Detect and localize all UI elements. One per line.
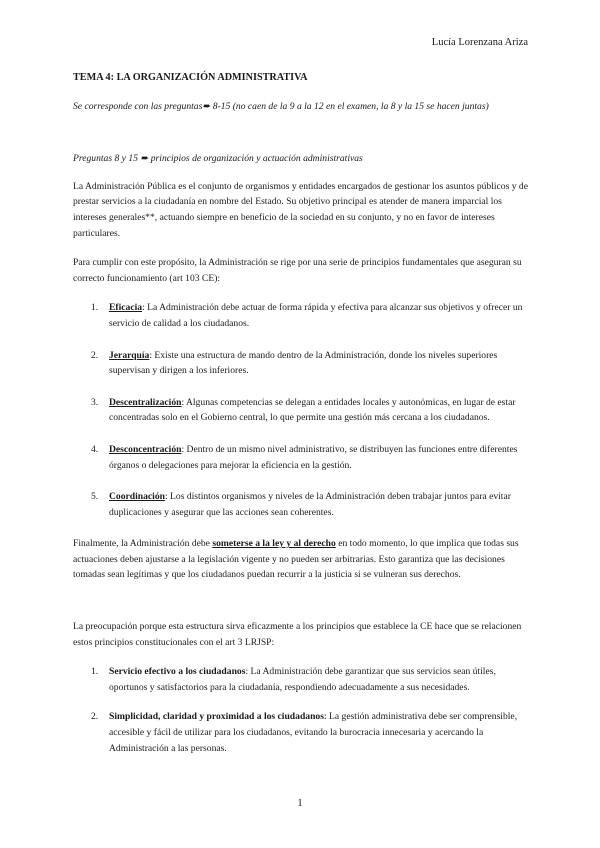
author-name: Lucía Lorenzana Ariza (431, 37, 528, 48)
paragraph-lrjsp-intro: La preocupación porque esta estructura sirva eficazmente a los principios que establece la CE hace que se relacionen estos principios constitucionales con el art 3 LRJSP: (73, 621, 522, 648)
list-item (73, 395, 529, 426)
list-item (73, 709, 529, 756)
principle-term: Servicio efectivo a los ciudadanos (109, 666, 246, 678)
principle-text: : Existe una estructura de mando dentro de la Administración, donde los niveles superiores supervisan y dirigen a los inferiores. (109, 349, 498, 377)
list-number: 4. (91, 443, 99, 455)
principle-text: : Los distintos organismos y niveles de la Administración deben trabajar juntos para evitar duplicaciones y asegurar que las acciones sean coherentes. (109, 491, 511, 518)
legality-emphasis: someterse a la ley y al derecho (212, 538, 336, 550)
principle-term: Descentralización (109, 396, 182, 408)
page-number: 1 (297, 797, 303, 809)
principle-text: : Dentro de un mismo nivel administrativo, se distribuyen las funciones entre diferentes órganos o delegaciones para mejorar la eficiencia en la gestión. (109, 443, 518, 471)
list-number: 2. (91, 711, 99, 723)
principle-text: : La Administración debe actuar de forma rápida y efectiva para alcanzar sus objetivos y ofrecer un servicio de calidad a los ciudadanos. (109, 302, 523, 329)
principle-text: : Algunas competencias se delegan a entidades locales y autonómicas, en lugar de estar concentradas solo en el Gobierno central, lo que permite una gestión más cercana a los ciudadanos. (109, 396, 516, 424)
list-number: 1. (91, 666, 99, 678)
list-item (73, 664, 529, 695)
principle-text: : La Administración debe garantizar que sus servicios sean útiles, oportunos y satisfactorios para la ciudadanía, respondiendo adecuadamente a sus necesidades. (109, 666, 496, 693)
list-item (73, 300, 529, 331)
list-number: 3. (91, 396, 99, 408)
principle-term: Eficacia (109, 302, 143, 314)
list-item (73, 489, 529, 520)
document-title: TEMA 4: LA ORGANIZACIÓN ADMINISTRATIVA (73, 72, 308, 83)
section-heading: Preguntas 8 y 15 ➨ principios de organización y actuación administrativas (73, 153, 363, 165)
document-body (73, 70, 529, 770)
principle-term: Desconcentración (109, 443, 182, 455)
list-number: 5. (91, 491, 99, 503)
list-item (73, 348, 529, 379)
list-item (73, 442, 529, 473)
lrjsp-principles-list (73, 664, 529, 756)
paragraph-legality: Finalmente, la Administración debe someterse a la ley y al derecho en todo momento, lo que implica que todas sus actuaciones deben ajustarse a la legislación vigente y no pueden ser arbitrarias. Esto garantiza que las decisiones tomadas sean legítimas y que los ciudadanos puedan recurrir a la justicia si se vulneran sus derechos. (73, 538, 519, 581)
principle-term: Simplicidad, claridad y proximidad a los ciudadanos (109, 711, 324, 723)
principle-text: : La gestión administrativa debe ser comprensible, accesible y fácil de utilizar para los ciudadanos, evitando la burocracia innecesaria y acercando la Administración a las personas. (109, 711, 518, 754)
paragraph-definition: La Administración Pública es el conjunto de organismos y entidades encargados de gestionar los asuntos públicos y de prestar servicios a la ciudadanía en nombre del Estado. Su objetivo principal es atender de manera imparcial los intereses generales**, actuando siempre en beneficio de la sociedad en su conjunto, y no en favor de intereses particulares. (73, 180, 528, 239)
list-number: 2. (91, 349, 99, 361)
principle-term: Coordinación (109, 491, 165, 503)
intro-note: Se corresponde con las preguntas➨ 8-15 (no caen de la 9 a la 12 en el examen, la 8 y la 15 se hacen juntas) (73, 100, 489, 112)
paragraph-principles-intro: Para cumplir con este propósito, la Administración se rige por una serie de principios fundamentales que aseguran su correcto funcionamiento (art 103 CE): (73, 257, 522, 284)
principles-list (73, 300, 529, 520)
list-number: 1. (91, 302, 99, 314)
principle-term: Jerarquía (109, 349, 150, 361)
spacer (73, 597, 529, 619)
